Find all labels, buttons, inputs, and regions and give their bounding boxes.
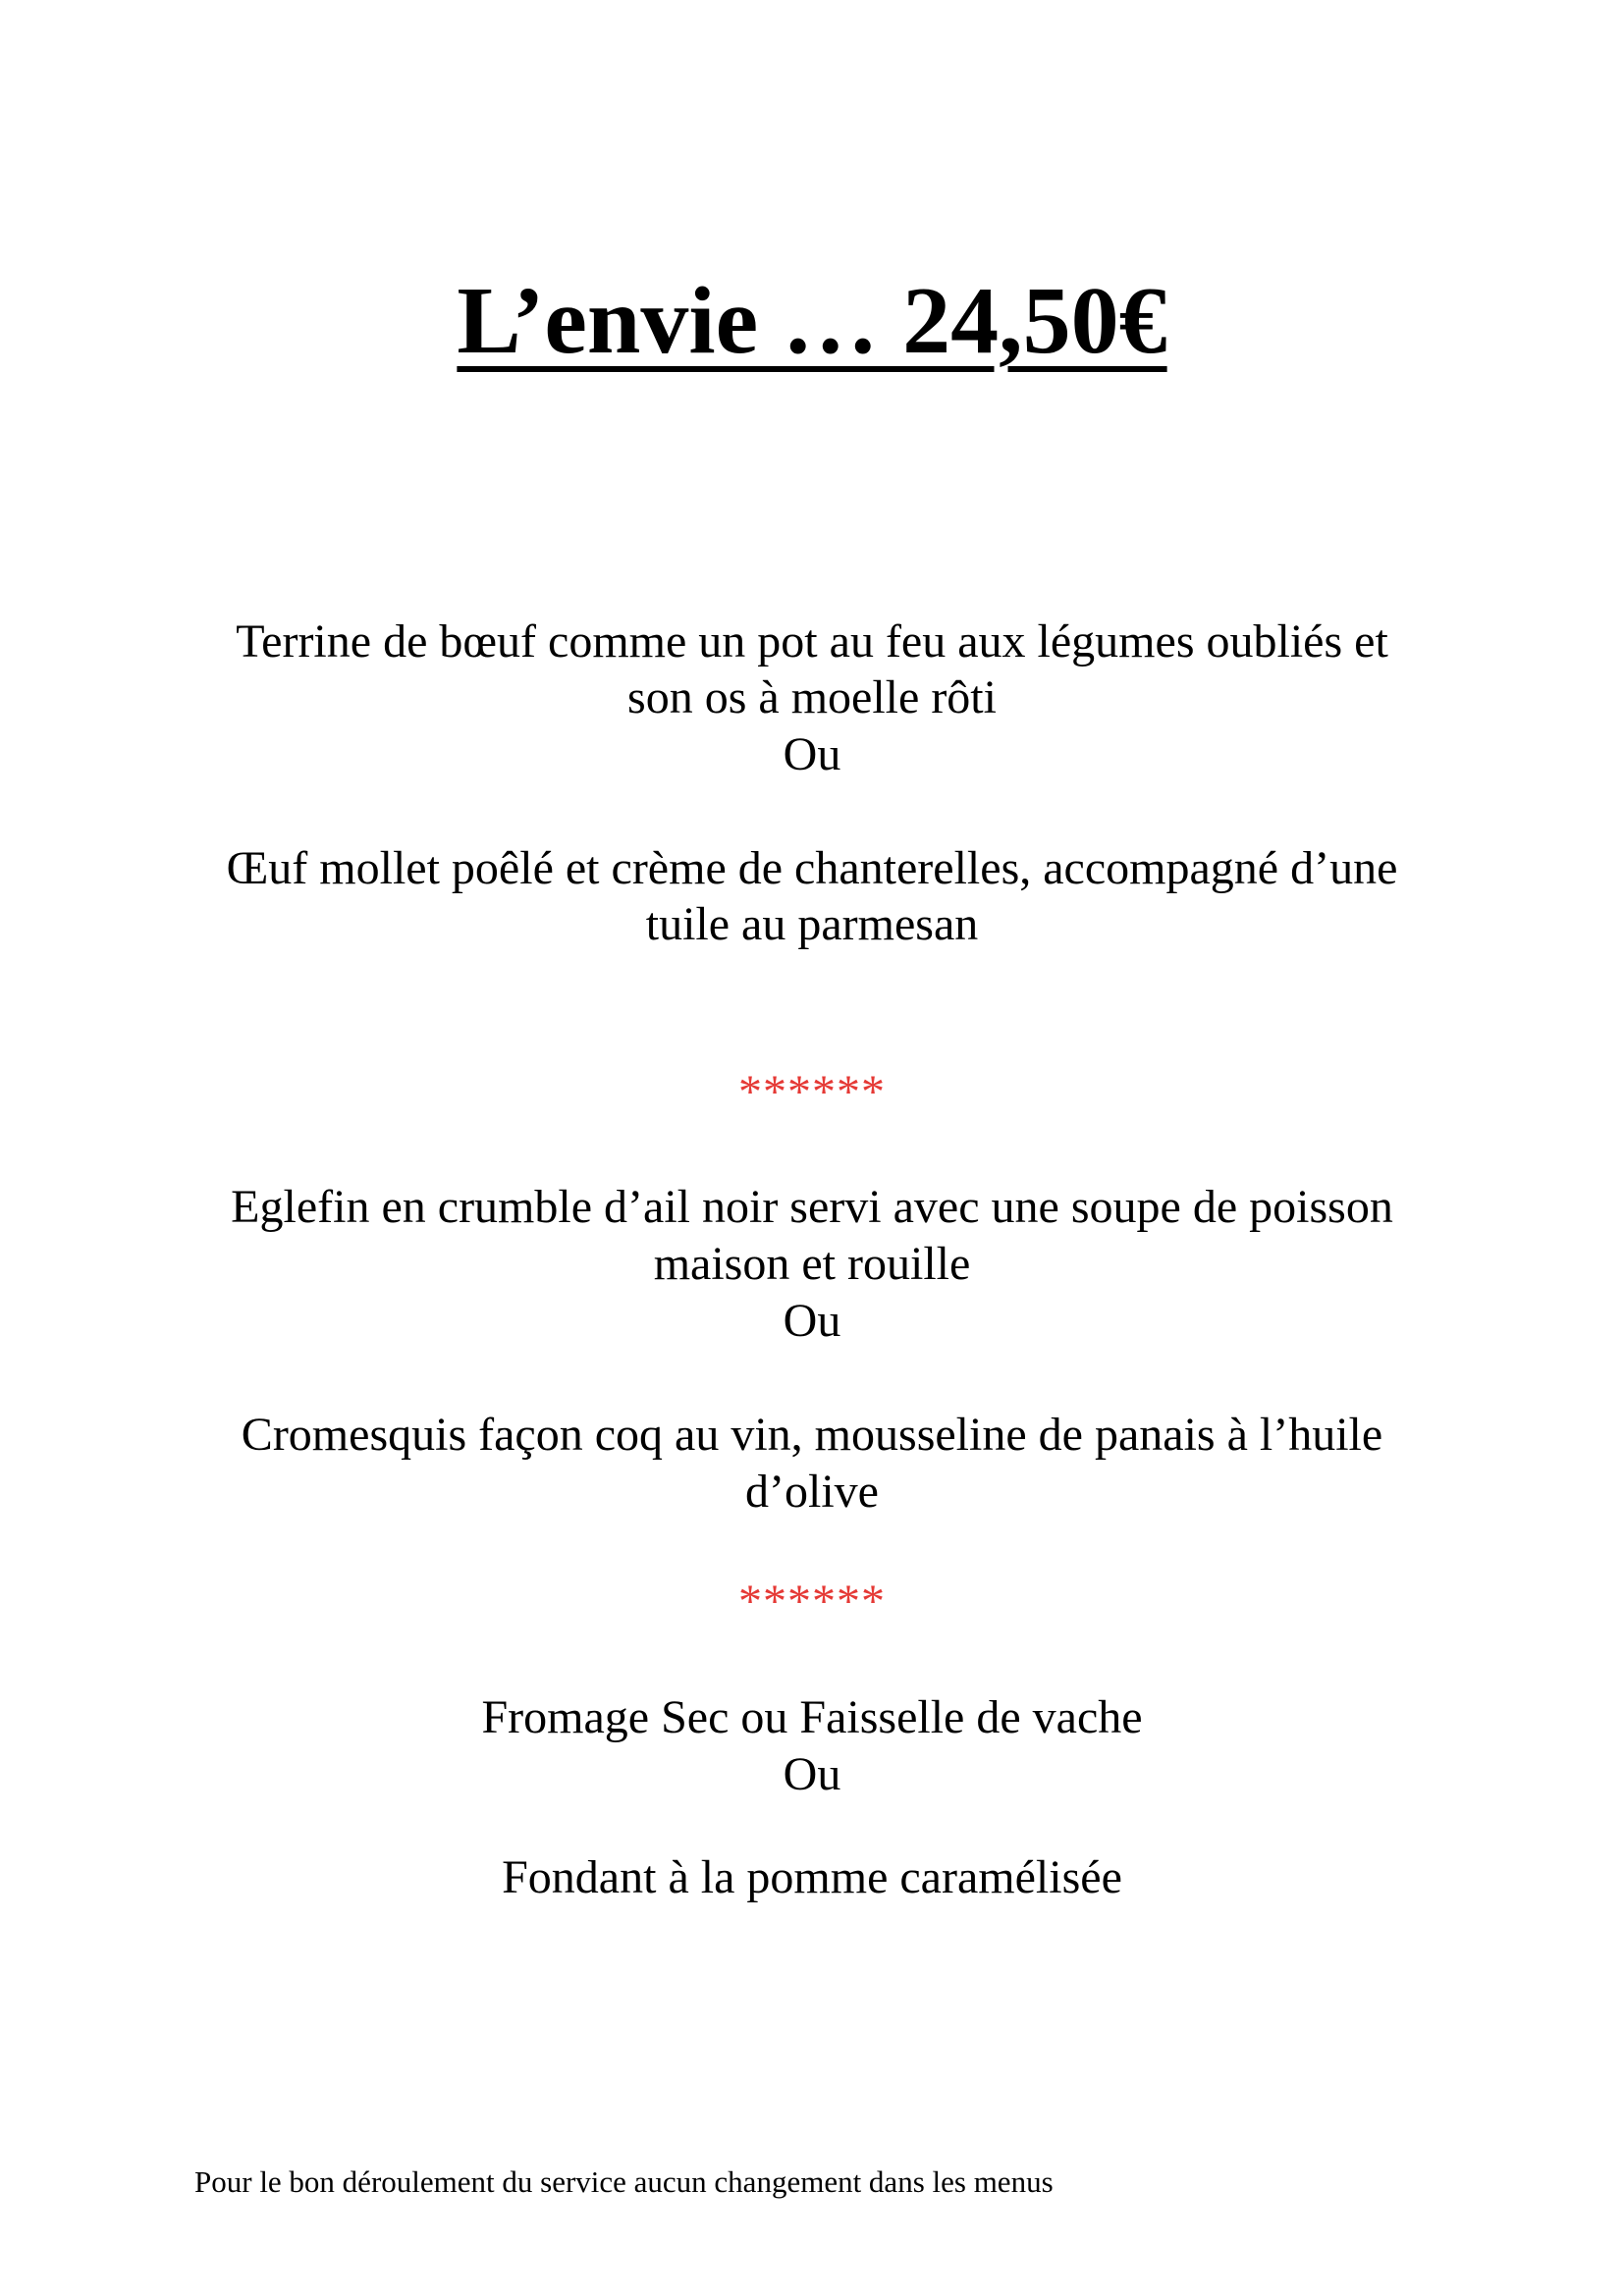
course-separator-2: ******: [738, 1575, 886, 1628]
entree-option-2-line-1: Œuf mollet poêlé et crème de chanterelles, accompagné d’une: [226, 842, 1398, 894]
menu-title: [0, 268, 1624, 374]
entree-option-1-line-1: Terrine de bœuf comme un pot au feu aux légumes oubliés et: [236, 615, 1388, 667]
plat-or-label: Ou: [783, 1295, 841, 1347]
plat-option-1-line-1: Eglefin en crumble d’ail noir servi avec une soupe de poisson: [231, 1181, 1393, 1233]
entree-or-label: Ou: [783, 728, 841, 780]
dessert-option-1: Fromage Sec ou Faisselle de vache: [481, 1691, 1143, 1743]
entree-option-1-line-2: son os à moelle rôti: [627, 671, 997, 723]
plat-option-2-line-1: Cromesquis façon coq au vin, mousseline de panais à l’huile: [241, 1409, 1383, 1461]
menu-title-text: L’envie … 24,50€: [457, 268, 1167, 374]
dessert-option-2: Fondant à la pomme caramélisée: [502, 1851, 1122, 1903]
plat-option-1-line-2: maison et rouille: [653, 1238, 971, 1290]
plat-option-2-line-2: d’olive: [745, 1466, 879, 1518]
dessert-or-label: Ou: [783, 1748, 841, 1800]
entree-option-2-line-2: tuile au parmesan: [645, 898, 979, 950]
footer-note: Pour le bon déroulement du service aucun changement dans les menus: [194, 2164, 1054, 2199]
course-separator-1: ******: [738, 1066, 886, 1118]
